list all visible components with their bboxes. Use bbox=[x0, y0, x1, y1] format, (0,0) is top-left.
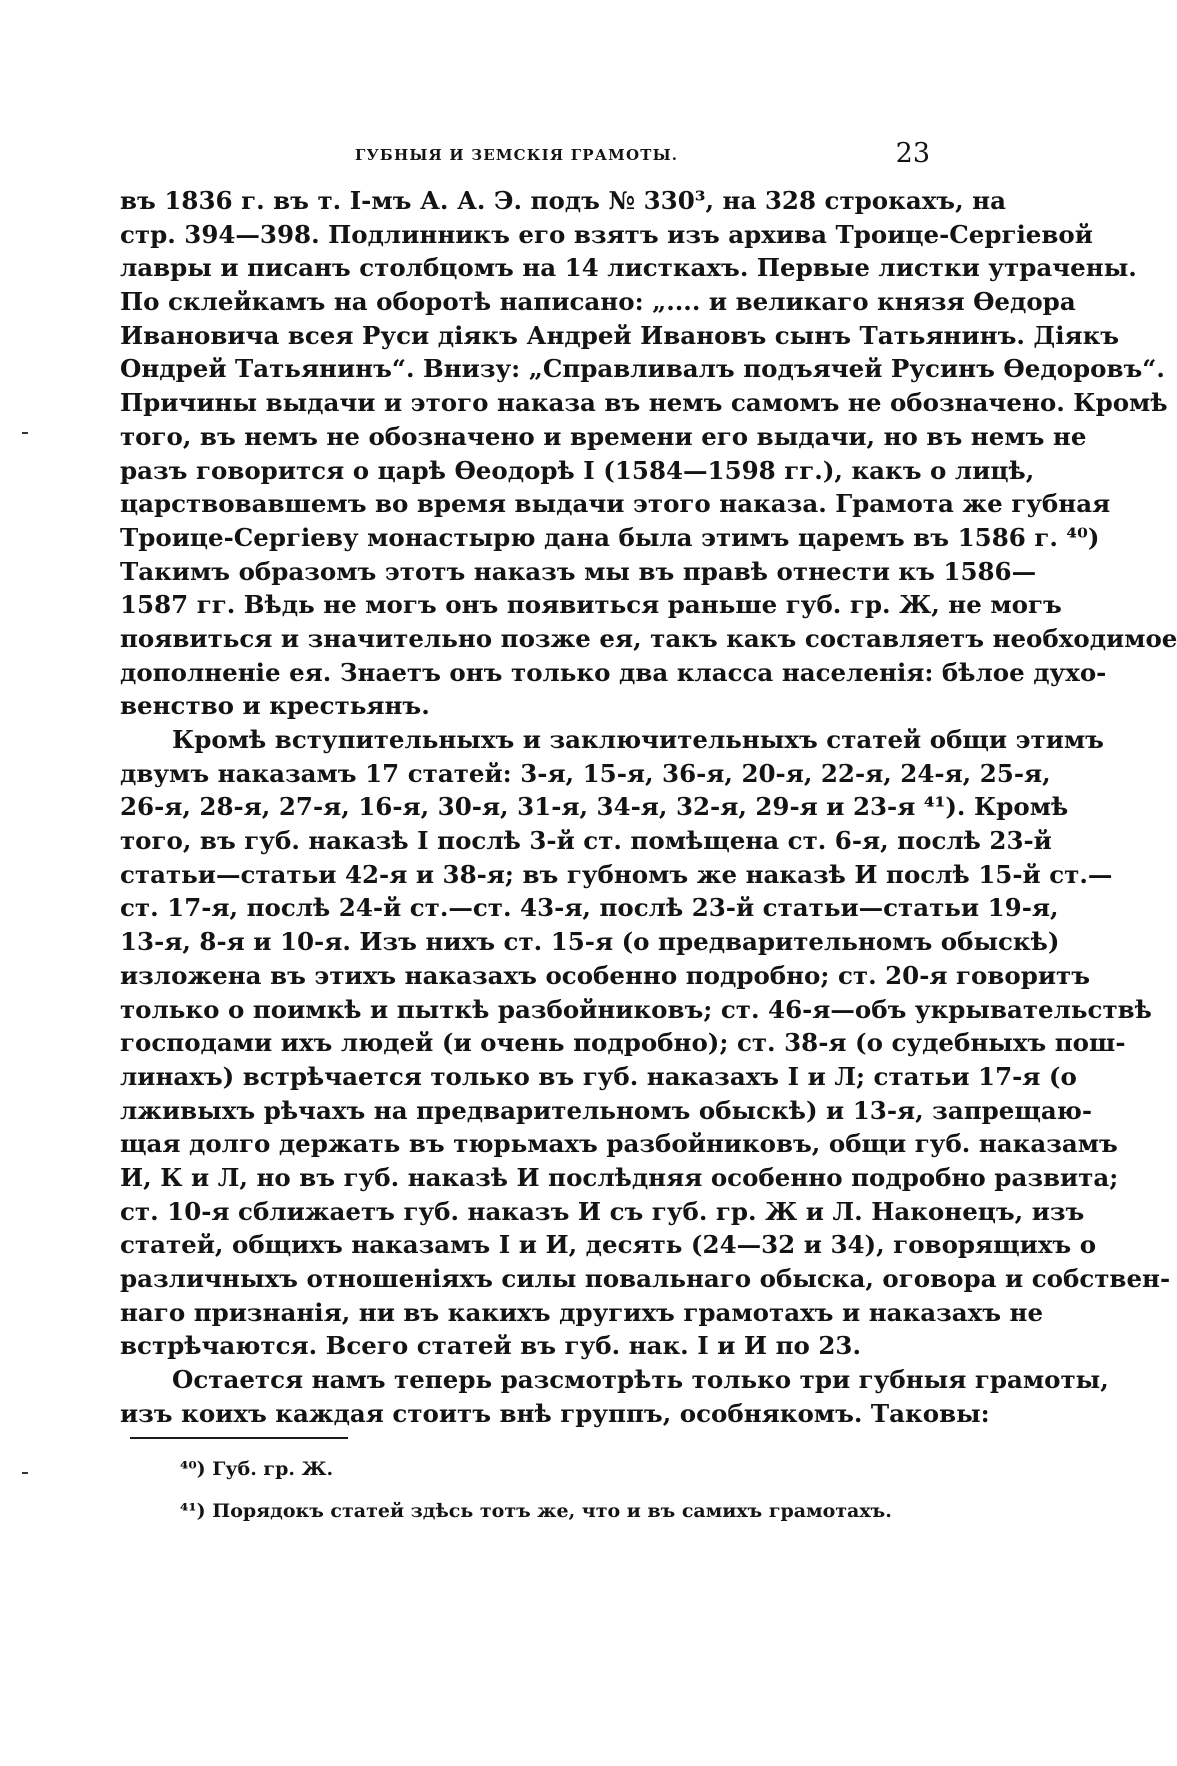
text-line: того, въ губ. наказѣ І послѣ 3-й ст. помѣщена ст. 6-я, послѣ 23-й bbox=[120, 826, 1052, 856]
text-line: статей, общихъ наказамъ І и И, десять (24—32 и 34), говорящихъ о bbox=[120, 1230, 1097, 1260]
text-line: По склейкамъ на оборотѣ написано: „.... и великаго князя Өедора bbox=[120, 287, 1076, 317]
running-header bbox=[135, 138, 940, 172]
text-line: господами ихъ людей (и очень подробно); ст. 38-я (о судебныхъ пош- bbox=[120, 1028, 1126, 1058]
text-line: царствовавшемъ во время выдачи этого наказа. Грамота же губная bbox=[120, 489, 1111, 519]
footnotes bbox=[180, 1448, 940, 1532]
margin-mark bbox=[22, 1472, 28, 1474]
text-line: стр. 394—398. Подлинникъ его взятъ изъ архива Троице-Сергіевой bbox=[120, 219, 1093, 249]
text-line: И, К и Л, но въ губ. наказѣ И послѣдняя особенно подробно развита; bbox=[120, 1162, 1119, 1192]
text-line: ст. 10-я сближаетъ губ. наказъ И съ губ. гр. Ж и Л. Наконецъ, изъ bbox=[120, 1196, 1085, 1226]
text-line: ст. 17-я, послѣ 24-й ст.—ст. 43-я, послѣ 23-й статьи—статьи 19-я, bbox=[120, 893, 1059, 923]
text-line: встрѣчаются. Всего статей въ губ. нак. І и И по 23. bbox=[120, 1331, 862, 1361]
text-line: изъ коихъ каждая стоитъ внѣ группъ, особнякомъ. Таковы: bbox=[120, 1398, 990, 1428]
text-line: наго признанія, ни въ какихъ другихъ грамотахъ и наказахъ не bbox=[120, 1297, 1044, 1327]
text-line: того, въ немъ не обозначено и времени его выдачи, но въ немъ не bbox=[120, 421, 1087, 451]
text-line: линахъ) встрѣчается только въ губ. наказахъ І и Л; статьи 17-я (о bbox=[120, 1061, 1077, 1091]
text-line: Остается намъ теперь разсмотрѣть только три губныя грамоты, bbox=[172, 1365, 1109, 1395]
text-line: 26-я, 28-я, 27-я, 16-я, 30-я, 31-я, 34-я, 32-я, 29-я и 23-я ⁴¹). Кромѣ bbox=[120, 792, 1069, 822]
paragraph bbox=[120, 184, 1177, 723]
text-line: разъ говорится о царѣ Өеодорѣ І (1584—1598 гг.), какъ о лицѣ, bbox=[120, 455, 1035, 485]
text-line: 1587 гг. Вѣдь не могъ онъ появиться раньше губ. гр. Ж, не могъ bbox=[120, 590, 1062, 620]
text-line: изложена въ этихъ наказахъ особенно подробно; ст. 20-я говоритъ bbox=[120, 960, 1091, 990]
text-line: Кромѣ вступительныхъ и заключительныхъ статей общи этимъ bbox=[172, 725, 1104, 754]
text-line: двумъ наказамъ 17 статей: 3-я, 15-я, 36-я, 20-я, 22-я, 24-я, 25-я, bbox=[120, 758, 1051, 788]
text-line: лживыхъ рѣчахъ на предварительномъ обыскѣ) и 13-я, запрещаю- bbox=[120, 1095, 1093, 1125]
text-line: только о поимкѣ и пыткѣ разбойниковъ; ст. 46-я—объ укрывательствѣ bbox=[120, 994, 1152, 1024]
text-line: появиться и значительно позже ея, такъ какъ составляетъ необходимое bbox=[120, 623, 1177, 653]
text-line: статьи—статьи 42-я и 38-я; въ губномъ же наказѣ И послѣ 15-й ст.— bbox=[120, 859, 1113, 889]
page-number: 23 bbox=[895, 138, 930, 169]
text-line: Причины выдачи и этого наказа въ немъ самомъ не обозначено. Кромѣ bbox=[120, 388, 1168, 418]
text-line: 13-я, 8-я и 10-я. Изъ нихъ ст. 15-я (о предварительномъ обыскѣ) bbox=[120, 927, 1060, 957]
text-line: Такимъ образомъ этотъ наказъ мы въ правѣ отнести къ 1586— bbox=[120, 556, 1037, 586]
footnote-divider bbox=[130, 1437, 348, 1439]
footnote-41: ⁴¹) Порядокъ статей здѣсь тотъ же, что и въ самихъ грамотахъ. bbox=[180, 1500, 892, 1522]
running-title: ГУБНЫЯ И ЗЕМСКІЯ ГРАМОТЫ. bbox=[355, 146, 679, 164]
paragraph bbox=[120, 723, 1171, 1363]
text-line: щая долго держать въ тюрьмахъ разбойниковъ, общи губ. наказамъ bbox=[120, 1129, 1118, 1159]
text-line: венство и крестьянъ. bbox=[120, 691, 430, 721]
text-line: въ 1836 г. въ т. І-мъ А. А. Э. подъ № 330³, на 328 строкахъ, на bbox=[120, 186, 1006, 215]
text-line: Ондрей Татьянинъ“. Внизу: „Справливалъ подъячей Русинъ Өедоровъ“. bbox=[120, 354, 1165, 384]
footnote-40: ⁴⁰) Губ. гр. Ж. bbox=[180, 1458, 334, 1480]
margin-mark bbox=[22, 432, 28, 434]
text-line: дополненіе ея. Знаетъ онъ только два класса населенія: бѣлое духо- bbox=[120, 657, 1107, 687]
text-line: Троице-Сергіеву монастырю дана была этимъ царемъ въ 1586 г. ⁴⁰) bbox=[120, 522, 1100, 552]
text-line: различныхъ отношеніяхъ силы повальнаго обыска, оговора и собствен- bbox=[120, 1264, 1171, 1293]
text-line: лавры и писанъ столбцомъ на 14 листкахъ. Первые листки утрачены. bbox=[120, 253, 1137, 283]
paragraph bbox=[120, 1363, 1109, 1430]
body-text bbox=[120, 184, 1177, 1430]
text-line: Ивановича всея Руси діякъ Андрей Ивановъ сынъ Татьянинъ. Діякъ bbox=[120, 320, 1120, 350]
